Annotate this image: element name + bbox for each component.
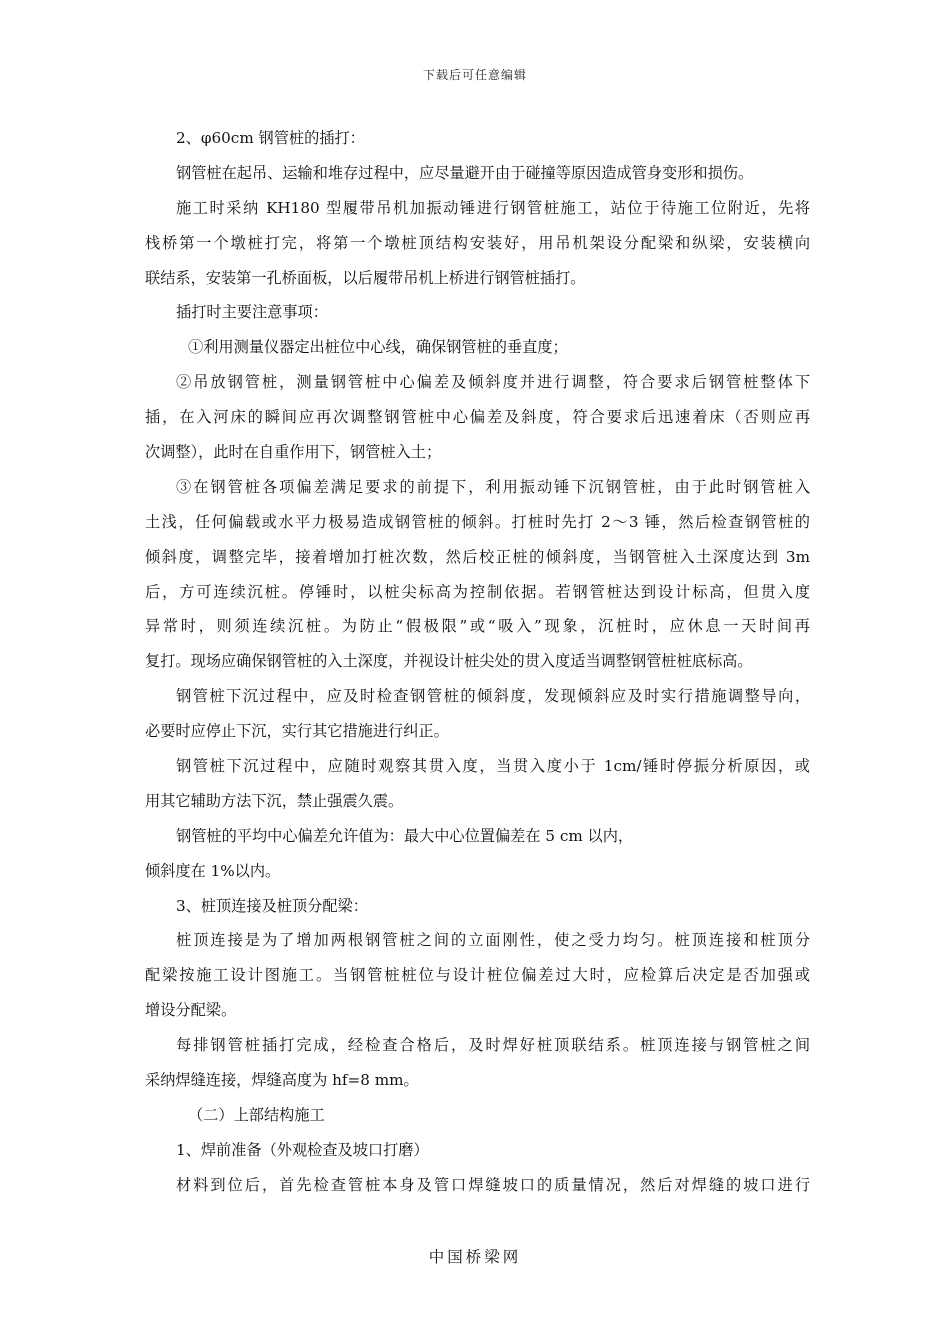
paragraph-line: 钢管桩下沉过程中，应及时检查钢管桩的倾斜度，发现倾斜应及时实行措施调整导向， xyxy=(176,687,810,706)
paragraph-line: 钢管桩的平均中心偏差允许值为：最大中心位置偏差在 5 cm 以内， xyxy=(176,826,634,845)
paragraph-line: 材料到位后，首先检查管桩本身及管口焊缝坡口的质量情况，然后对焊缝的坡口进行 xyxy=(176,1175,810,1194)
paragraph-line: 2、φ60cm 钢管桩的插打： xyxy=(176,129,365,147)
paragraph-line: 每排钢管桩插打完成，经检查合格后，及时焊好桩顶联结系。桩顶连接与钢管桩之间 xyxy=(176,1036,810,1055)
paragraph-line: 土浅，任何偏载或水平力极易造成钢管桩的倾斜。打桩时先打 2～3 锤，然后检查钢管桩的 xyxy=(145,512,810,531)
page-footer: 中国桥梁网 xyxy=(428,1248,522,1266)
paragraph-line: 后，方可连续沉桩。停锤时，以桩尖标高为控制依据。若钢管桩达到设计标高，但贯入度 xyxy=(145,582,810,601)
document-body xyxy=(145,121,810,1203)
paragraph-line: ③在钢管桩各项偏差满足要求的前提下，利用振动锤下沉钢管桩，由于此时钢管桩入 xyxy=(176,477,810,496)
page-header: 下载后可任意编辑 xyxy=(422,68,527,82)
paragraph-line: ②吊放钢管桩，测量钢管桩中心偏差及倾斜度并进行调整，符合要求后钢管桩整体下 xyxy=(176,373,810,392)
paragraph-line: 配梁按施工设计图施工。当钢管桩桩位与设计桩位偏差过大时，应检算后决定是否加强或 xyxy=(145,966,810,985)
paragraph-line: 必要时应停止下沉，实行其它措施进行纠正。 xyxy=(145,722,449,741)
paragraph-line: 桩顶连接是为了增加两根钢管桩之间的立面刚性，使之受力均匀。桩顶连接和桩顶分 xyxy=(176,931,810,950)
paragraph-line: 钢管桩在起吊、运输和堆存过程中，应尽量避开由于碰撞等原因造成管身变形和损伤。 xyxy=(176,163,754,182)
paragraph-line: 栈桥第一个墩桩打完，将第一个墩桩顶结构安装好，用吊机架设分配梁和纵梁，安装横向 xyxy=(145,233,810,252)
paragraph-line: 用其它辅助方法下沉，禁止强震久震。 xyxy=(145,791,404,810)
paragraph-line: 采纳焊缝连接，焊缝高度为 hf=8 mm。 xyxy=(145,1071,419,1090)
paragraph-line: 增设分配梁。 xyxy=(145,1001,237,1020)
paragraph-line: 插打时主要注意事项： xyxy=(176,303,328,322)
paragraph-line: 施工时采纳 KH180 型履带吊机加振动锤进行钢管桩施工，站位于待施工位附近，先将 xyxy=(176,198,810,217)
paragraph-line: 1、焊前准备（外观检查及坡口打磨） xyxy=(176,1140,429,1159)
paragraph-line: ①利用测量仪器定出桩位中心线，确保钢管桩的垂直度； xyxy=(188,338,568,357)
paragraph-line: 倾斜度，调整完毕，接着增加打桩次数，然后校正桩的倾斜度，当钢管桩入土深度达到 3m xyxy=(145,547,810,566)
paragraph-line: 异常时，则须连续沉桩。为防止“假极限”或“吸入”现象，沉桩时，应休息一天时间再 xyxy=(145,617,810,636)
paragraph-line: 联结系，安装第一孔桥面板，以后履带吊机上桥进行钢管桩插打。 xyxy=(145,268,586,287)
paragraph-line: 次调整），此时在自重作用下，钢管桩入土； xyxy=(145,443,442,462)
paragraph-line: 倾斜度在 1%以内。 xyxy=(145,861,281,880)
paragraph-line: （二）上部结构施工 xyxy=(188,1105,325,1124)
paragraph-line: 插，在入河床的瞬间应再次调整钢管桩中心偏差及斜度，符合要求后迅速着床（否则应再 xyxy=(145,408,810,427)
paragraph-line: 复打。现场应确保钢管桩的入土深度，并视设计桩尖处的贯入度适当调整钢管桩桩底标高。 xyxy=(145,652,753,671)
paragraph-line: 钢管桩下沉过程中，应随时观察其贯入度，当贯入度小于 1cm/锤时停振分析原因，或 xyxy=(176,757,810,776)
paragraph-line: 3、桩顶连接及桩顶分配梁： xyxy=(176,896,368,915)
